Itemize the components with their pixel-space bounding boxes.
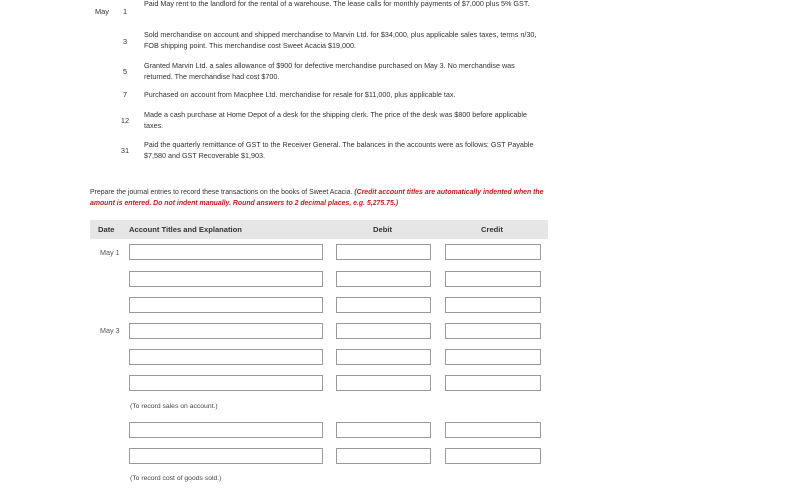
account-field[interactable]: [129, 323, 323, 339]
debit-field[interactable]: [336, 448, 431, 464]
account-input[interactable]: [130, 276, 322, 290]
header-date: Date: [98, 225, 115, 234]
account-input[interactable]: [130, 427, 322, 441]
account-field[interactable]: [129, 271, 323, 287]
header-credit: Credit: [481, 225, 503, 234]
account-field[interactable]: [129, 448, 323, 464]
instructions-main: Prepare the journal entries to record these transactions on the books of Sweet Acacia.: [90, 189, 353, 196]
transaction-day: 1: [122, 7, 128, 16]
account-field[interactable]: [129, 422, 323, 438]
transaction-text: Purchased on account from Macphee Ltd. merchandise for resale for $11,000, plus applicable tax.: [144, 90, 456, 99]
account-field[interactable]: [129, 244, 323, 260]
transaction-day: 7: [122, 90, 128, 99]
debit-input[interactable]: [337, 328, 430, 342]
debit-input[interactable]: [337, 276, 430, 290]
debit-input[interactable]: [337, 453, 430, 467]
credit-field[interactable]: [445, 422, 541, 438]
debit-input[interactable]: [337, 380, 430, 394]
instructions-hint: (Credit account titles are automatically indented when the amount is entered. Do not indent manually. Round answers to 2 decimal places, e.g. 5,275.75.): [90, 189, 544, 207]
account-input[interactable]: [130, 380, 322, 394]
credit-input[interactable]: [446, 427, 540, 441]
account-input[interactable]: [130, 354, 322, 368]
header-debit: Debit: [373, 225, 392, 234]
entry-date-may-1: May 1: [100, 248, 120, 257]
table-header: [90, 220, 548, 239]
account-input[interactable]: [130, 453, 322, 467]
account-input[interactable]: [130, 302, 322, 316]
credit-field[interactable]: [445, 297, 541, 313]
debit-field[interactable]: [336, 297, 431, 313]
credit-field[interactable]: [445, 323, 541, 339]
credit-field[interactable]: [445, 375, 541, 391]
transaction-day: 3: [122, 37, 128, 46]
debit-input[interactable]: [337, 427, 430, 441]
credit-input[interactable]: [446, 354, 540, 368]
debit-field[interactable]: [336, 375, 431, 391]
debit-field[interactable]: [336, 271, 431, 287]
transaction-month: May: [95, 7, 109, 16]
account-field[interactable]: [129, 375, 323, 391]
credit-input[interactable]: [446, 302, 540, 316]
transaction-text: Sold merchandise on account and shipped merchandise to Marvin Ltd. for $34,000, plus applicable sales taxes, terms n/30, FOB shipping point. This merchandise cost Sweet Acacia $19,000.: [144, 30, 537, 50]
entry-date-may-3: May 3: [100, 326, 120, 335]
transaction-text: Made a cash purchase at Home Depot of a desk for the shipping clerk. The price of the desk was $800 before applicable taxes.: [144, 110, 528, 130]
debit-input[interactable]: [337, 249, 430, 263]
debit-field[interactable]: [336, 422, 431, 438]
instructions: [90, 187, 560, 209]
account-field[interactable]: [129, 349, 323, 365]
journal-entry-table: [90, 219, 548, 489]
credit-input[interactable]: [446, 276, 540, 290]
debit-field[interactable]: [336, 349, 431, 365]
account-input[interactable]: [130, 328, 322, 342]
transaction-text: Paid May rent to the landlord for the rental of a warehouse. The lease calls for monthly payments of $7,000 plus 5% GST.: [144, 0, 530, 8]
credit-input[interactable]: [446, 249, 540, 263]
credit-input[interactable]: [446, 380, 540, 394]
header-account: Account Titles and Explanation: [129, 225, 242, 234]
credit-input[interactable]: [446, 328, 540, 342]
transaction-day: 12: [120, 116, 130, 125]
debit-field[interactable]: [336, 323, 431, 339]
note-sales-on-account: (To record sales on account.): [130, 403, 218, 410]
transaction-day: 5: [122, 67, 128, 76]
transaction-text: Paid the quarterly remittance of GST to the Receiver General. The balances in the accounts were as follows: GST Payable $7,580 and GST Recoverable $1,903.: [144, 140, 534, 160]
credit-field[interactable]: [445, 448, 541, 464]
account-input[interactable]: [130, 249, 322, 263]
note-cost-of-goods-sold: (To record cost of goods sold.): [130, 475, 222, 482]
account-field[interactable]: [129, 297, 323, 313]
credit-input[interactable]: [446, 453, 540, 467]
debit-field[interactable]: [336, 244, 431, 260]
debit-input[interactable]: [337, 302, 430, 316]
transaction-day: 31: [120, 146, 130, 155]
credit-field[interactable]: [445, 349, 541, 365]
debit-input[interactable]: [337, 354, 430, 368]
transaction-text: Granted Marvin Ltd. a sales allowance of $900 for defective merchandise purchased on May 3. No merchandise was returned. The merchandise had cost $700.: [144, 61, 515, 81]
credit-field[interactable]: [445, 271, 541, 287]
credit-field[interactable]: [445, 244, 541, 260]
